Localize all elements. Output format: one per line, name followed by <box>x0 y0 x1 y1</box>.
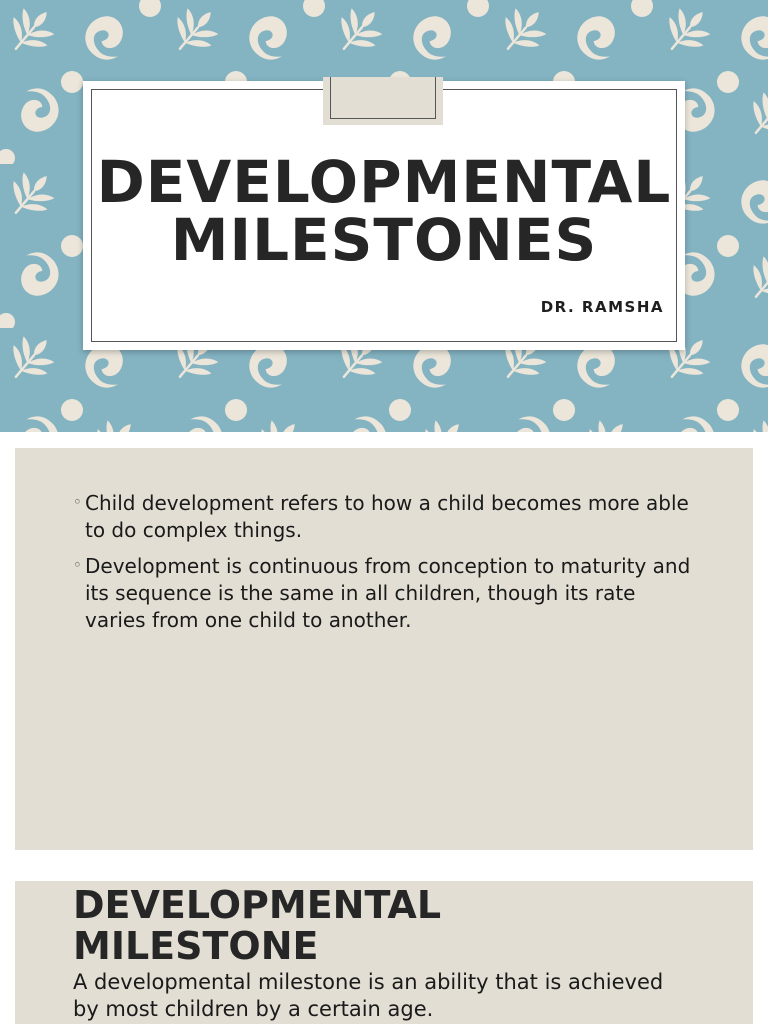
presentation-title-line-2: MILESTONES <box>170 206 598 274</box>
definition-heading <box>73 885 441 967</box>
definition-slide <box>15 881 753 1024</box>
list-item <box>73 490 693 544</box>
title-card-tab <box>323 77 443 125</box>
circle-bullet-icon: ◦ <box>73 493 82 511</box>
bullet-text: Child development refers to how a child becomes more able to do complex things. <box>85 491 689 542</box>
title-card-tab-border <box>330 77 436 119</box>
author-name: DR. RAMSHA <box>540 298 664 316</box>
circle-bullet-icon: ◦ <box>73 556 82 574</box>
presentation-title <box>83 148 685 274</box>
definition-text: A developmental milestone is an ability that is achieved by most children by a certain age. <box>73 970 664 1021</box>
title-card <box>83 81 685 350</box>
list-item <box>73 553 693 634</box>
definition-heading-line-2: MILESTONE <box>73 924 319 968</box>
bullet-list <box>73 490 693 643</box>
definition-heading-line-1: DEVELOPMENTAL <box>73 883 442 927</box>
title-slide <box>0 0 768 432</box>
intro-slide <box>15 448 753 850</box>
presentation-title-line-1: DEVELOPMENTAL <box>96 148 672 216</box>
bullet-text: Development is continuous from conception to maturity and its sequence is the same in all children, though its rate varies from one child to another. <box>85 554 691 632</box>
